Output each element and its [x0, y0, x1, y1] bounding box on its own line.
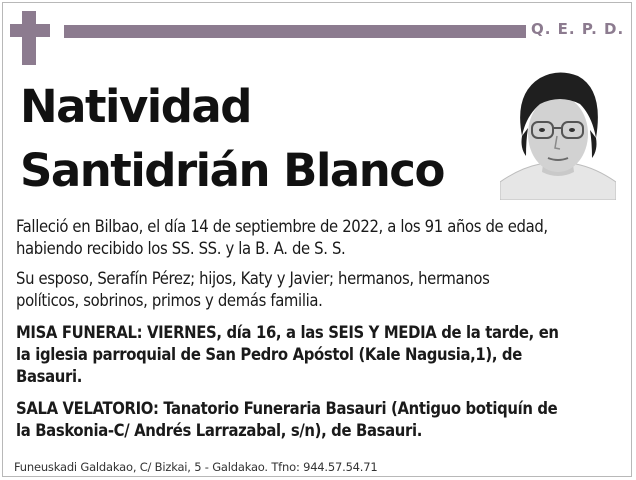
text-line: políticos, sobrinos, primos y demás familia.	[16, 291, 323, 310]
funeral-mass-paragraph	[16, 322, 622, 388]
deceased-name-first: Natividad	[20, 80, 252, 133]
text-line: la iglesia parroquial de San Pedro Apóstol (Kale Nagusia,1), de	[16, 345, 522, 364]
wake-room-paragraph	[16, 398, 622, 442]
text-line: habiendo recibido los SS. SS. y la B. A. de S. S.	[16, 239, 346, 258]
text-line: SALA VELATORIO: Tanatorio Funeraria Basauri (Antiguo botiquín de	[16, 399, 558, 418]
text-line: Basauri.	[16, 367, 82, 386]
text-line: Falleció en Bilbao, el día 14 de septiembre de 2022, a los 91 años de edad,	[16, 217, 548, 236]
deceased-name-last: Santidrián Blanco	[20, 144, 444, 197]
family-paragraph	[16, 268, 622, 312]
text-line: Su esposo, Serafín Pérez; hijos, Katy y Javier; hermanos, hermanos	[16, 269, 490, 288]
cross-icon-arm	[10, 24, 50, 37]
deceased-photo	[500, 64, 616, 200]
death-notice-paragraph	[16, 216, 622, 260]
cross-icon	[22, 11, 36, 65]
funeral-home-footer: Funeuskadi Galdakao, C/ Bizkai, 5 - Galdakao. Tfno: 944.57.54.71	[14, 460, 378, 474]
text-line: MISA FUNERAL: VIERNES, día 16, a las SEIS Y MEDIA de la tarde, en	[16, 323, 559, 342]
qepd-label: Q. E. P. D.	[531, 20, 625, 38]
text-line: la Baskonia-C/ Andrés Larrazabal, s/n), de Basauri.	[16, 421, 422, 440]
header-bar	[64, 25, 526, 38]
